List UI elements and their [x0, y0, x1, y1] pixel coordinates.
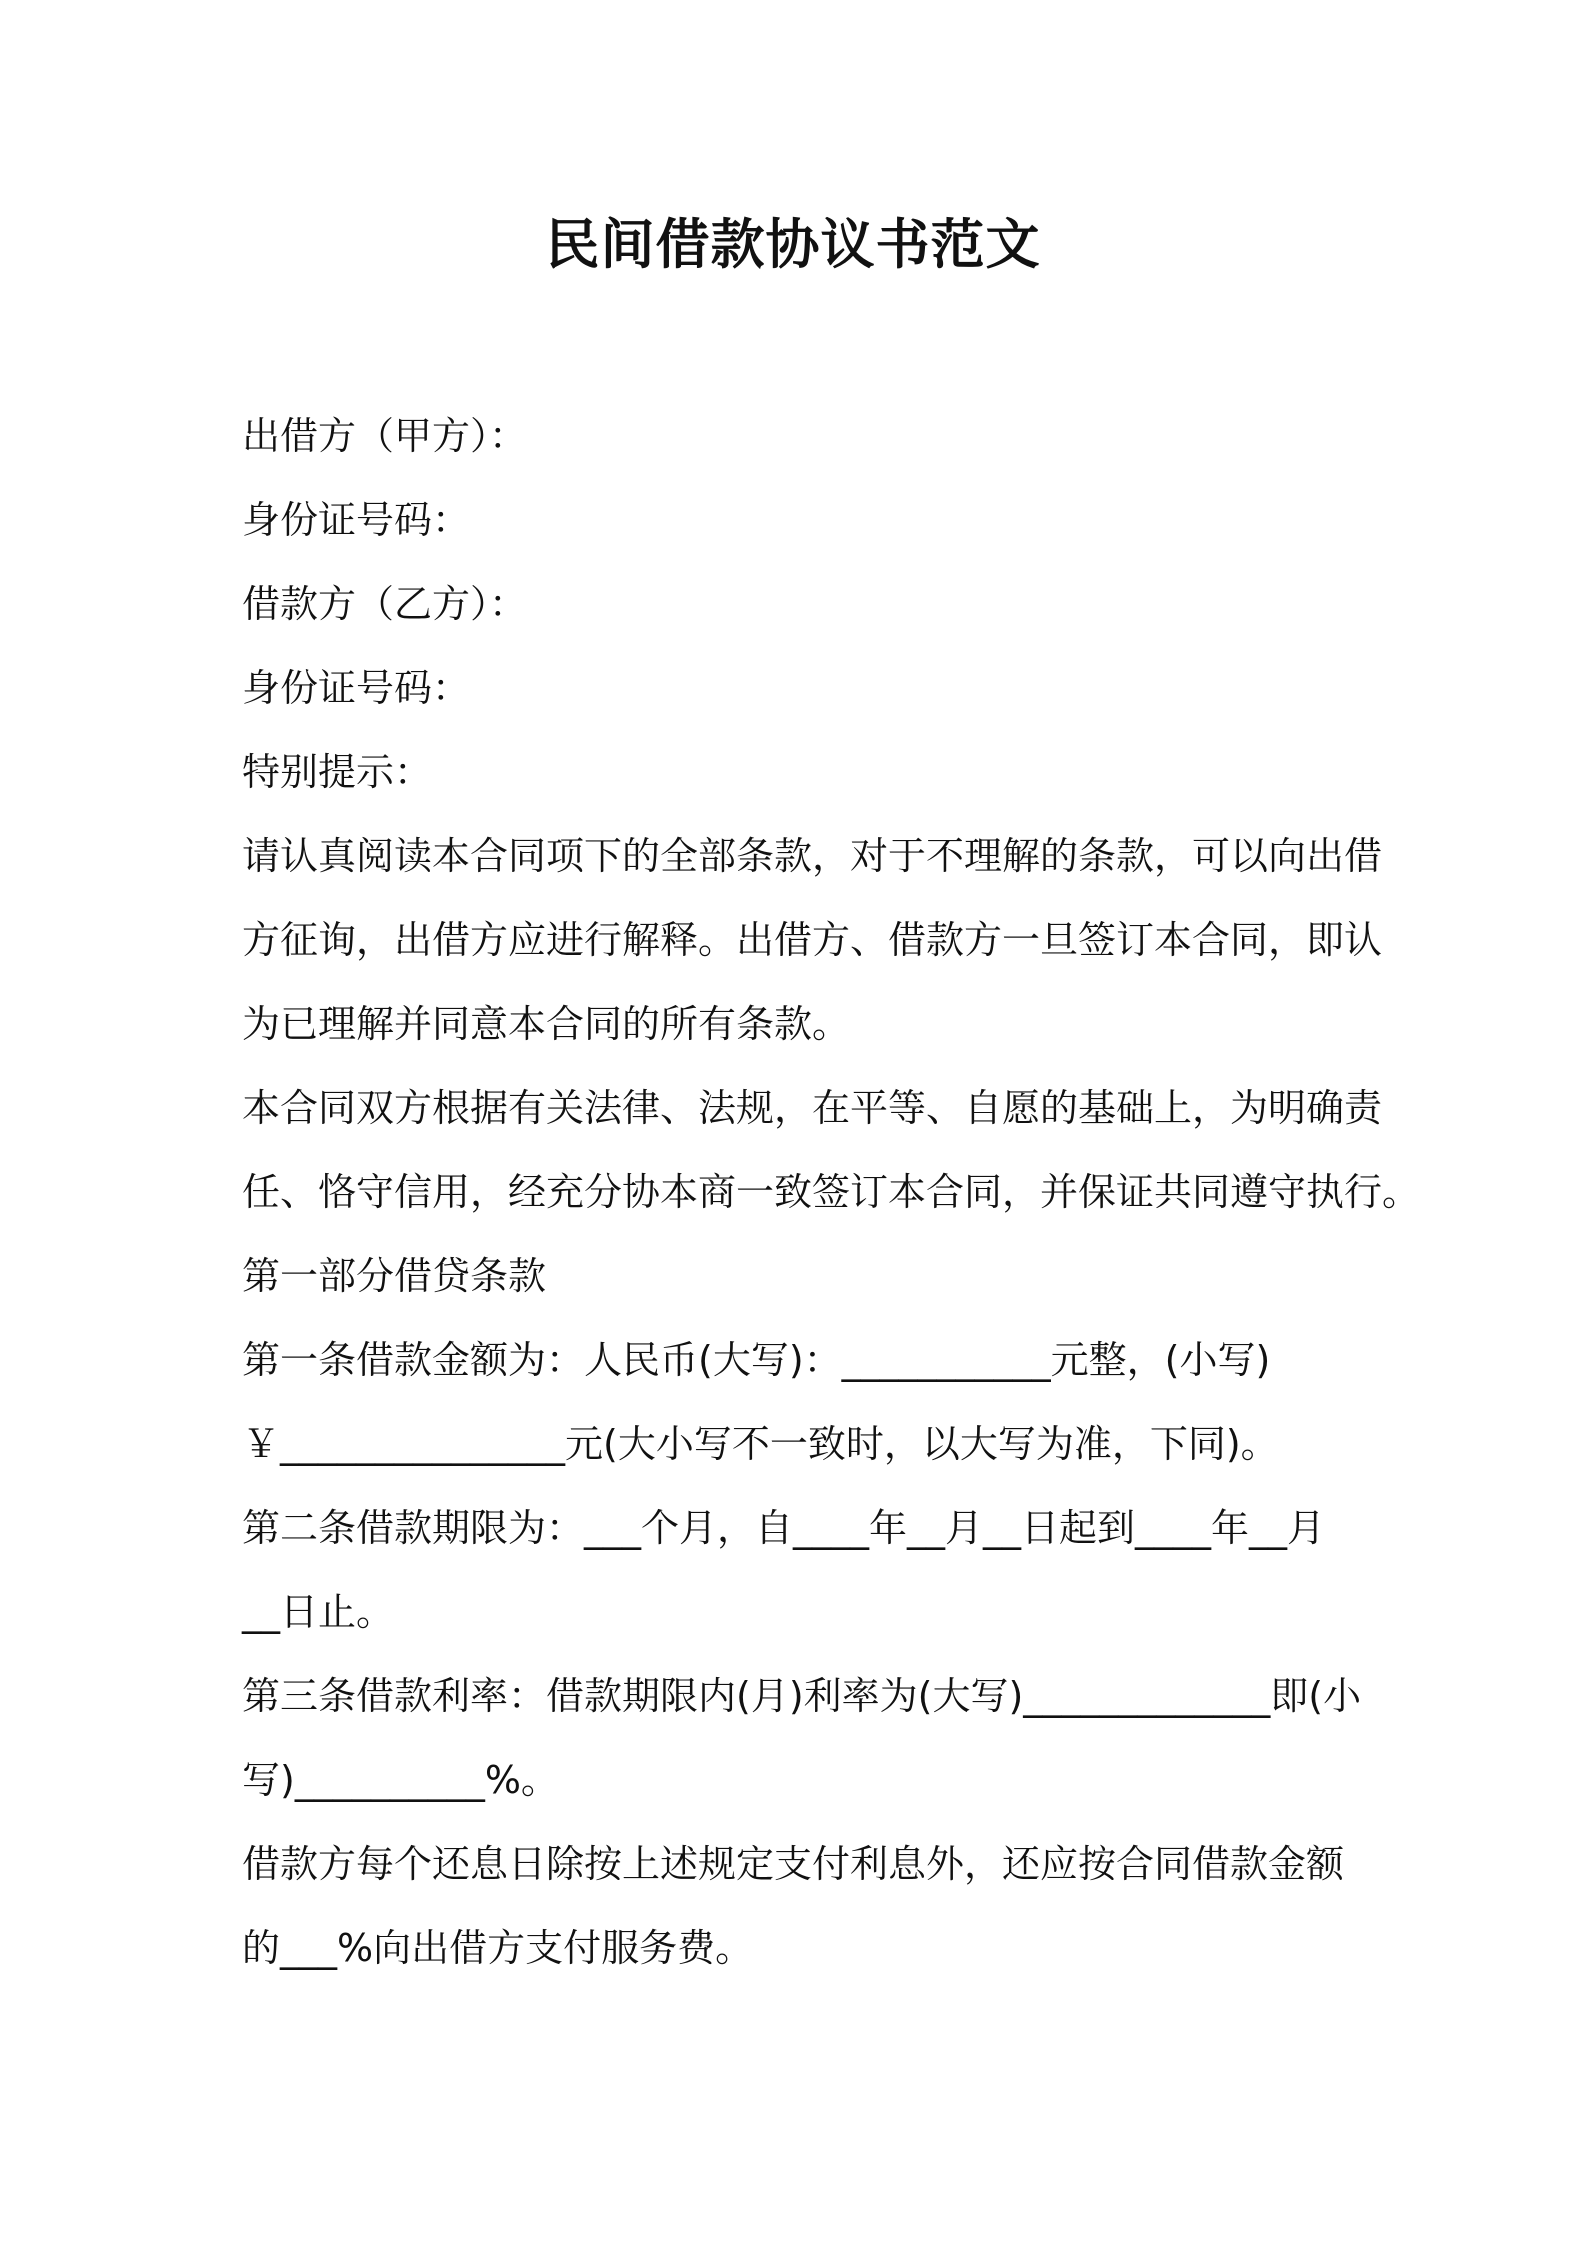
article-one-line: ￥_______________元(大小写不一致时，以大写为准，下同)。 [242, 1422, 1279, 1466]
service-fee-line: 的___%向出借方支付服务费。 [242, 1926, 754, 1970]
preamble-line: 本合同双方根据有关法律、法规，在平等、自愿的基础上，为明确责 [242, 1086, 1383, 1130]
borrower-line: 借款方（乙方）： [242, 582, 528, 626]
part-one-heading: 第一部分借贷条款 [242, 1254, 547, 1298]
notice-text-line: 方征询，出借方应进行解释。出借方、借款方一旦签订本合同，即认 [242, 918, 1383, 962]
preamble-line: 任、恪守信用，经充分协本商一致签订本合同，并保证共同遵守执行。 [242, 1170, 1421, 1214]
lender-line: 出借方（甲方）： [242, 414, 528, 458]
borrower-id-line: 身份证号码： [242, 666, 471, 710]
notice-text-line: 为已理解并同意本合同的所有条款。 [242, 1002, 851, 1046]
service-fee-line: 借款方每个还息日除按上述规定支付利息外，还应按合同借款金额 [242, 1842, 1345, 1886]
special-notice-heading: 特别提示： [242, 750, 433, 794]
article-one-line: 第一条借款金额为：人民币(大写)：___________元整，(小写) [242, 1338, 1271, 1382]
article-three-line: 第三条借款利率：借款期限内(月)利率为(大写)_____________即(小 [242, 1674, 1362, 1718]
document-title: 民间借款协议书范文 [545, 213, 1041, 276]
document-body [242, 394, 1421, 1990]
notice-text-line: 请认真阅读本合同项下的全部条款，对于不理解的条款，可以向出借 [242, 834, 1383, 878]
article-two-line: __日止。 [242, 1590, 395, 1634]
lender-id-line: 身份证号码： [242, 498, 471, 542]
article-two-line: 第二条借款期限为：___个月，自____年__月__日起到____年__月 [242, 1506, 1326, 1550]
article-three-line: 写)__________%。 [242, 1758, 559, 1802]
